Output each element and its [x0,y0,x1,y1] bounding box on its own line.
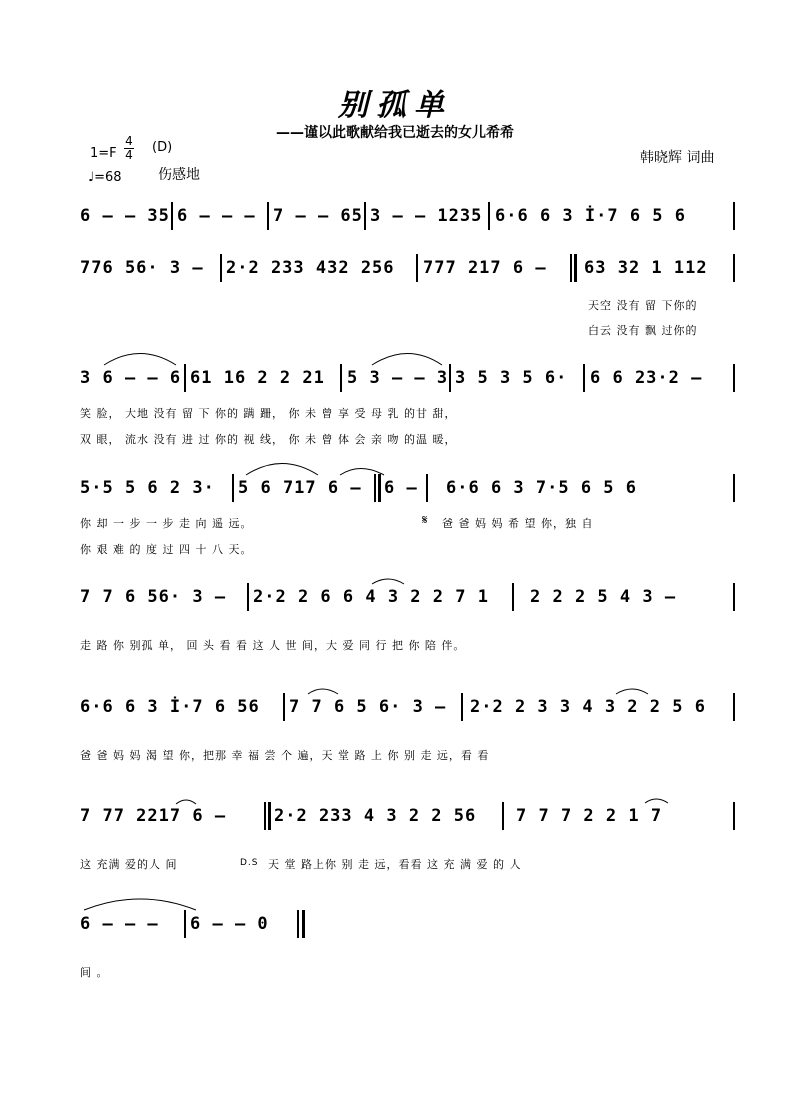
slur [372,354,442,366]
barline [220,254,222,282]
slur [645,799,668,803]
measure-2-2: 2·2 233 432 256 [226,258,395,278]
barline [232,474,234,502]
barline [340,364,342,392]
slur [308,689,338,694]
measure-4-1: 5·5 5 6 2 3· [80,478,215,498]
measure-6-1: 6·6 6 3 İ·7 6 56 [80,697,260,717]
measure-3-5: 6 6 23·2 – [590,368,703,388]
lyric-3a: 笑 脸， 大地 没有 留 下 你的 蹒 跚， 你 未 曾 享 受 母 乳 的甘 甜， [80,407,457,420]
measure-7-1: 7 77 2217 6 – [80,806,227,826]
final-barline-thick [302,910,305,938]
measure-1-3: 7 – – 65 [273,206,363,226]
song-title: 别孤单 [338,88,452,123]
barline [184,910,186,938]
barline [171,202,173,230]
barline [283,693,285,721]
measure-5-2: 2·2 2 6 6 4 3 2 2 7 1 [253,587,489,607]
barline [416,254,418,282]
repeat-end-barline [374,474,376,502]
measure-5-3: 2 2 2 5 4 3 – [530,587,677,607]
slur [372,579,404,584]
measure-1-1: 6 – – 35 [80,206,170,226]
composer-credit: 韩晓辉 词曲 [640,150,715,166]
measure-8-2: 6 – – 0 [190,914,269,934]
key-signature: 1=F [90,146,117,161]
slur [616,689,648,694]
barline [733,202,735,230]
barline [184,364,186,392]
barline [733,364,735,392]
measure-7-2: 2·2 233 4 3 2 2 56 [274,806,477,826]
measure-2-4: 63 32 1 112 [584,258,708,278]
lyric-3b: 双 眼， 流水 没有 进 过 你的 视 线， 你 未 曾 体 会 亲 吻 的温 暖， [80,433,457,446]
barline [733,802,735,830]
barline [733,693,735,721]
repeat-end-barline-thick [268,802,271,830]
expression-mark: 伤感地 [158,167,200,183]
measure-2-1: 776 56· 3 – [80,258,204,278]
barline [502,802,504,830]
slur [176,800,196,804]
measure-5-1: 7 7 6 56· 3 – [80,587,227,607]
slur [84,899,196,910]
barline [488,202,490,230]
measure-4-2: 5 6 717 6 – [238,478,362,498]
measure-6-2: 7 7 6 5 6· 3 – [289,697,447,717]
barline [583,364,585,392]
measure-1-2: 6 – – – [177,206,256,226]
lyric-4a: 你 却 一 步 一 步 走 向 遥 远。 [80,517,253,530]
measure-8-1: 6 – – – [80,914,159,934]
barline [267,202,269,230]
barline [733,254,735,282]
measure-4-4: 6·6 6 3 7·5 6 5 6 [446,478,637,498]
repeat-end-barline-thick [378,474,381,502]
barline [426,474,428,502]
measure-3-3: 5 3 – – 3 [347,368,449,388]
measure-1-5: 6·6 6 3 İ·7 6 5 6 [495,206,686,226]
lyric-4a-2: 爸 爸 妈 妈 希 望 你，独 自 [442,517,594,530]
barline [733,474,735,502]
measure-7-3: 7 7 7 2 2 1 7 [516,806,663,826]
time-top: 4 [125,134,133,148]
measure-1-4: 3 – – 1235 [370,206,483,226]
barline [364,202,366,230]
measure-3-1: 3 6 – – 6 [80,368,182,388]
barline [512,583,514,611]
measure-6-3: 2·2 2 3 3 4 3 2 2 5 6 [470,697,706,717]
tempo-mark: ♩=68 [88,170,122,185]
measure-2-3: 777 217 6 – [423,258,547,278]
repeat-end-barline [264,802,266,830]
lyric-8a: 间 。 [80,966,109,979]
lyric-2a: 天空 没有 留 下你的 [588,299,698,312]
lyric-7a-2: 天 堂 路上你 别 走 远，看看 这 充 满 爱 的 人 [268,858,522,871]
lyric-2b: 白云 没有 飘 过你的 [588,324,698,337]
barline [461,693,463,721]
barline [247,583,249,611]
lyric-5a: 走 路 你 别孤 单， 回 头 看 看 这 人 世 间，大 爱 同 行 把 你 陪 伴。 [80,639,466,652]
slur [246,464,318,476]
time-bottom: 4 [125,148,133,162]
song-subtitle: ——谨以此歌献给我已逝去的女儿希希 [276,125,514,141]
measure-3-4: 3 5 3 5 6· [455,368,568,388]
barline [733,583,735,611]
repeat-barline [570,254,572,282]
final-barline [297,910,299,938]
repeat-barline-thick [574,254,577,282]
lyric-4b: 你 艰 难 的 度 过 四 十 八 天。 [80,543,253,556]
segno-sign: 𝄋 [422,513,429,528]
barline [449,364,451,392]
time-signature [124,135,134,162]
slur [104,354,176,366]
lyric-6a: 爸 爸 妈 妈 渴 望 你，把那 幸 福 尝 个 遍，天 堂 路 上 你 别 走 远，看 看 [80,749,490,762]
dal-segno-mark: D.S [240,858,259,868]
measure-4-3: 6 – [384,478,418,498]
measure-3-2: 61 16 2 2 21 [190,368,325,388]
mode-label: (D) [152,140,173,155]
lyric-7a: 这 充满 爱的人 间 [80,858,178,871]
